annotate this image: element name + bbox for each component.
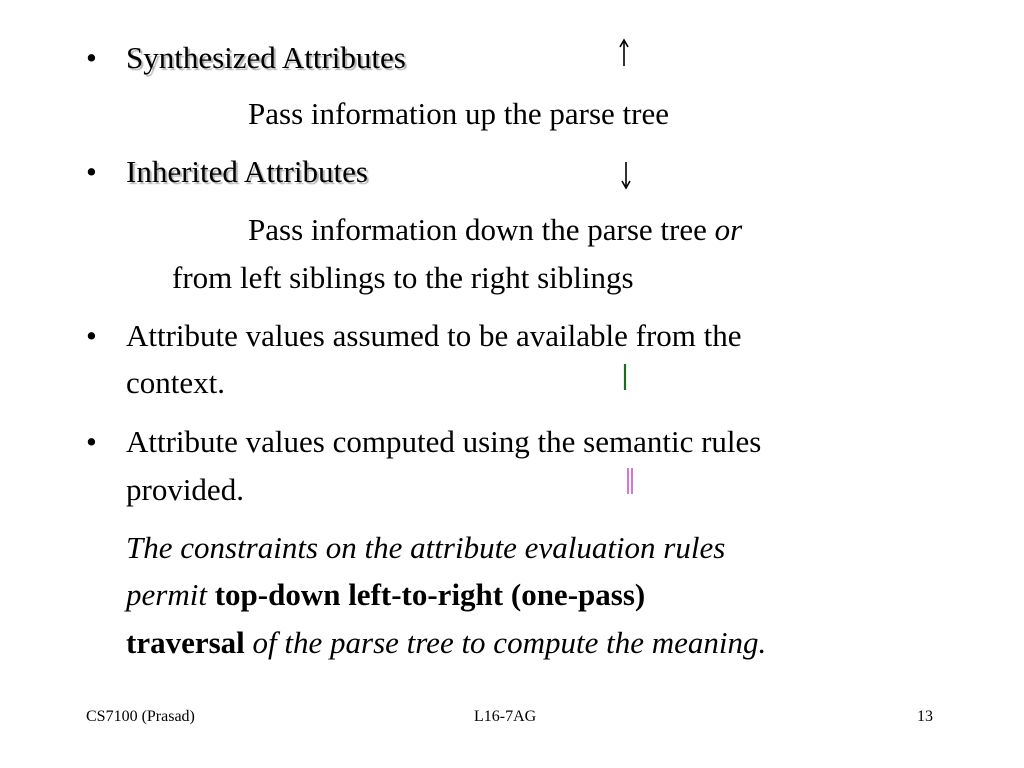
- note-permit: permit: [126, 577, 215, 612]
- assumed-values-line2: context.: [126, 365, 225, 400]
- inherited-description-line1: [248, 214, 742, 245]
- footer-center: L16-7AG: [474, 708, 537, 725]
- note-line1: The constraints on the attribute evaluation rules: [126, 530, 726, 565]
- green-bar-icon: [620, 362, 630, 392]
- down-arrow-icon: [620, 160, 632, 190]
- up-arrow-icon: [618, 38, 630, 68]
- note-line3: [126, 627, 766, 658]
- assumed-values-line1: Attribute values assumed to be available from the: [126, 318, 742, 353]
- or-word: or: [714, 212, 743, 247]
- bullet-4-symbol: •: [86, 424, 97, 459]
- bullet-1-symbol: •: [86, 40, 97, 75]
- bullet-3-symbol: •: [86, 318, 97, 353]
- inherited-desc-text: Pass information down the parse tree: [248, 212, 715, 247]
- note-rest: of the parse tree to compute the meaning.: [244, 625, 767, 660]
- footer-left: CS7100 (Prasad): [86, 708, 195, 725]
- footer-page-number: 13: [917, 708, 933, 725]
- computed-values-line1: Attribute values computed using the semantic rules: [126, 424, 762, 459]
- inherited-attributes-heading: Inherited Attributes: [126, 154, 368, 189]
- pink-double-bar-icon: [624, 466, 636, 496]
- note-line2: [126, 579, 645, 610]
- bullet-2-symbol: •: [86, 154, 97, 189]
- note-top-down: top-down left-to-right (one-pass): [214, 577, 646, 612]
- synthesized-attributes-heading: Synthesized Attributes: [126, 40, 406, 75]
- note-traversal: traversal: [126, 625, 245, 660]
- computed-values-line2: provided.: [126, 472, 244, 507]
- inherited-description-line2: from left siblings to the right siblings: [172, 260, 634, 295]
- synthesized-description: Pass information up the parse tree: [248, 96, 669, 131]
